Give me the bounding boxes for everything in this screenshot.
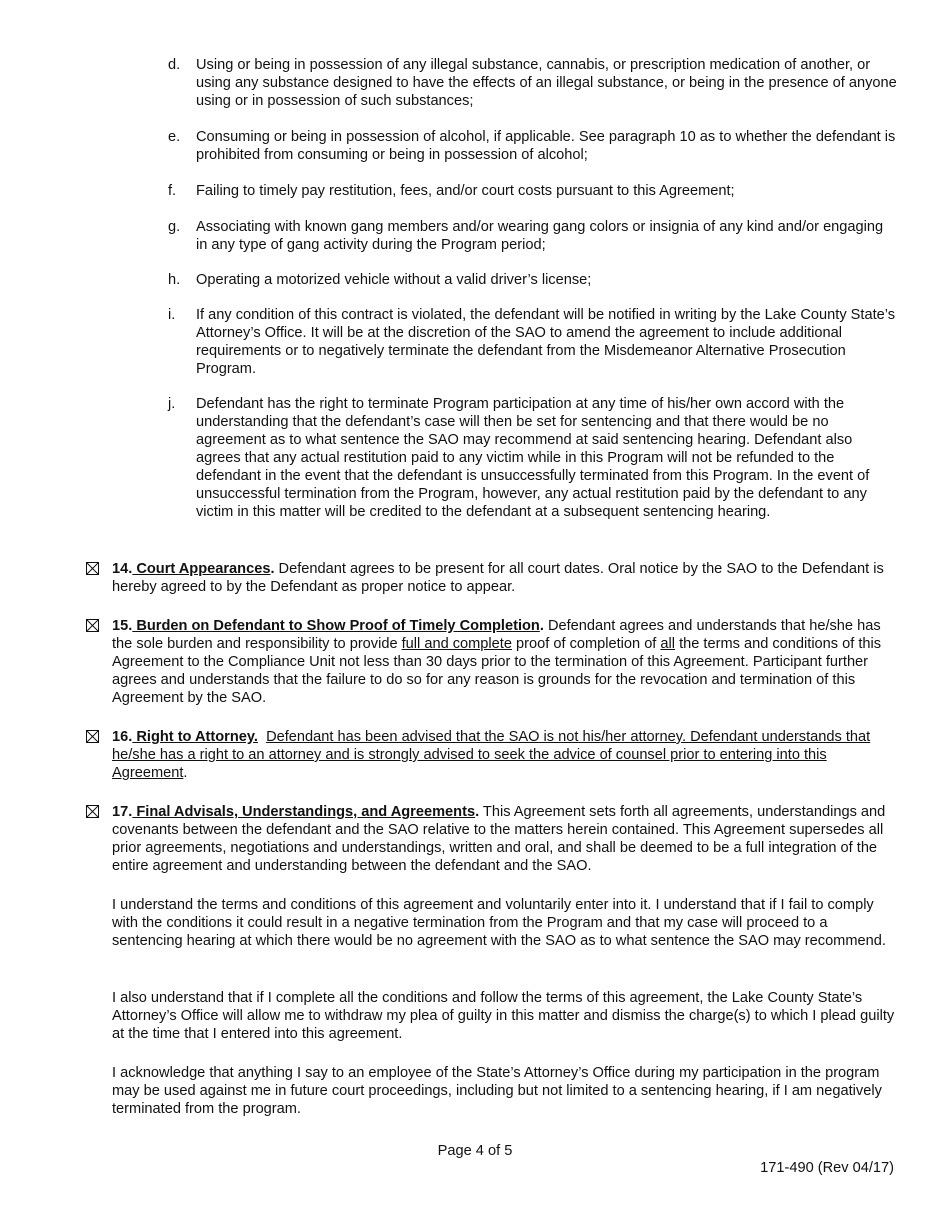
list-letter: e.	[168, 129, 181, 145]
section-number: 17.	[112, 804, 133, 820]
checked-box-icon[interactable]	[86, 562, 99, 575]
section-17	[86, 803, 898, 875]
section-body: Defendant agrees to be present for all court dates. Oral notice by the SAO to the Defendant is hereby agreed to by the Defendant as proper notice to appear.	[112, 561, 884, 595]
title-dot: .	[270, 561, 275, 577]
acknowledgement-paragraph: I understand the terms and conditions of this agreement and voluntarily enter into it. I understand that if I fail to comply with the conditions it could result in a negative termination from the Program and that my case will proceed to a sentencing hearing at which there would be no agreement with the SAO as to what sentence the SAO may recommend.	[112, 897, 886, 949]
underlined-phrase: full and complete	[401, 636, 512, 652]
list-text: Consuming or being in possession of alcohol, if applicable. See paragraph 10 as to whether the defendant is prohibited from consuming or being in possession of alcohol;	[196, 129, 896, 163]
list-letter: i.	[168, 307, 176, 323]
section-15	[86, 617, 898, 707]
section-text	[112, 728, 898, 782]
section-title: Court Appearances	[132, 561, 271, 577]
checked-box-icon[interactable]	[86, 805, 99, 818]
section-14	[86, 560, 898, 596]
section-number: 16.	[112, 729, 133, 745]
section-text	[112, 803, 898, 875]
section-title: Right to Attorney.	[132, 729, 258, 745]
title-dot: .	[475, 804, 480, 820]
section-number: 15.	[112, 618, 133, 634]
title-dot: .	[539, 618, 544, 634]
acknowledgement-paragraph: I also understand that if I complete all the conditions and follow the terms of this agreement, the Lake County State’s Attorney’s Office will allow me to withdraw my plea of guilty in this matter and dismiss the charge(s) to which I plead guilty at the time that I entered into this agreement.	[112, 990, 895, 1042]
section-body: Defendant agrees and understands that he/she has the sole burden and responsibility to provide	[112, 618, 881, 652]
list-text: Using or being in possession of any illegal substance, cannabis, or prescription medication of another, or using any substance designed to have the effects of an illegal substance, or being in the presence of anyone using or in possession of such substances;	[196, 57, 897, 109]
list-letter: f.	[168, 183, 177, 199]
section-body: This Agreement sets forth all agreements, understandings and covenants between the defendant and the SAO relative to the matters herein contained. This Agreement supersedes all prior agreements, negotiations and understandings, written and oral, and shall be deemed to be a full integration of the entire agreement and understanding between the defendant and the SAO.	[112, 804, 886, 874]
list-text: Failing to timely pay restitution, fees, and/or court costs pursuant to this Agreement;	[196, 183, 735, 199]
list-item	[168, 306, 898, 378]
section-body: the terms and conditions of this Agreement to the Compliance Unit not less than 30 days prior to the termination of this Agreement. Participant further agrees and understands that the failure to do so for any reason is grounds for the revocation and termination of this Agreement by the SAO.	[112, 636, 882, 706]
list-item	[168, 56, 898, 110]
list-text: Defendant has the right to terminate Program participation at any time of his/her own accord with the understanding that the defendant’s case will then be set for sentencing and that there would be no agreement as to what sentence the SAO may recommend at said sentencing hearing. Defendant also agrees that any actual restitution paid to any victim while in this Program will not be refunded to the defendant in the event that the defendant is unsuccessfully terminated from this Program. In the event of unsuccessful termination from the Program, however, any actual restitution paid by the defendant to any victim in this matter will be credited to the defendant at a subsequent sentencing hearing.	[196, 396, 870, 520]
page-number: Page 4 of 5	[437, 1143, 513, 1159]
checked-box-icon[interactable]	[86, 619, 99, 632]
spacer	[258, 729, 266, 745]
list-text: Operating a motorized vehicle without a valid driver’s license;	[196, 272, 592, 288]
section-body: proof of completion of	[511, 636, 661, 652]
section-title: Final Advisals, Understandings, and Agreements	[132, 804, 476, 820]
section-16	[86, 728, 898, 782]
section-number: 14.	[112, 561, 133, 577]
list-item	[168, 128, 898, 164]
list-text: Associating with known gang members and/or wearing gang colors or insignia of any kind and/or engaging in any type of gang activity during the Program period;	[196, 219, 884, 253]
section-text	[112, 560, 898, 596]
list-letter: j.	[168, 396, 176, 412]
underlined-word: all	[660, 636, 676, 652]
list-letter: h.	[168, 272, 181, 288]
list-item	[168, 395, 898, 521]
list-letter: g.	[168, 219, 181, 235]
period: .	[183, 765, 188, 781]
list-letter: d.	[168, 57, 181, 73]
list-item	[168, 271, 898, 289]
list-text: If any condition of this contract is violated, the defendant will be notified in writing by the Lake County State’s Attorney’s Office. It will be at the discretion of the SAO to amend the agreement to include additional requirements or to negatively terminate the defendant from the Misdemeanor Alternative Prosecution Program.	[196, 307, 896, 377]
section-body: Defendant has been advised that the SAO is not his/her attorney. Defendant understands that he/she has a right to an attorney and is strongly advised to seek the advice of counsel prior to entering into this Agreement	[112, 729, 871, 781]
section-title: Burden on Defendant to Show Proof of Timely Completion	[132, 618, 540, 634]
list-item	[168, 182, 898, 200]
section-text	[112, 617, 898, 707]
form-number: 171-490 (Rev 04/17)	[760, 1160, 894, 1176]
acknowledgement-paragraph: I acknowledge that anything I say to an employee of the State’s Attorney’s Office during my participation in the program may be used against me in future court proceedings, including but not limited to a sentencing hearing, if I am negatively terminated from the program.	[112, 1065, 882, 1117]
list-item	[168, 218, 898, 254]
checked-box-icon[interactable]	[86, 730, 99, 743]
